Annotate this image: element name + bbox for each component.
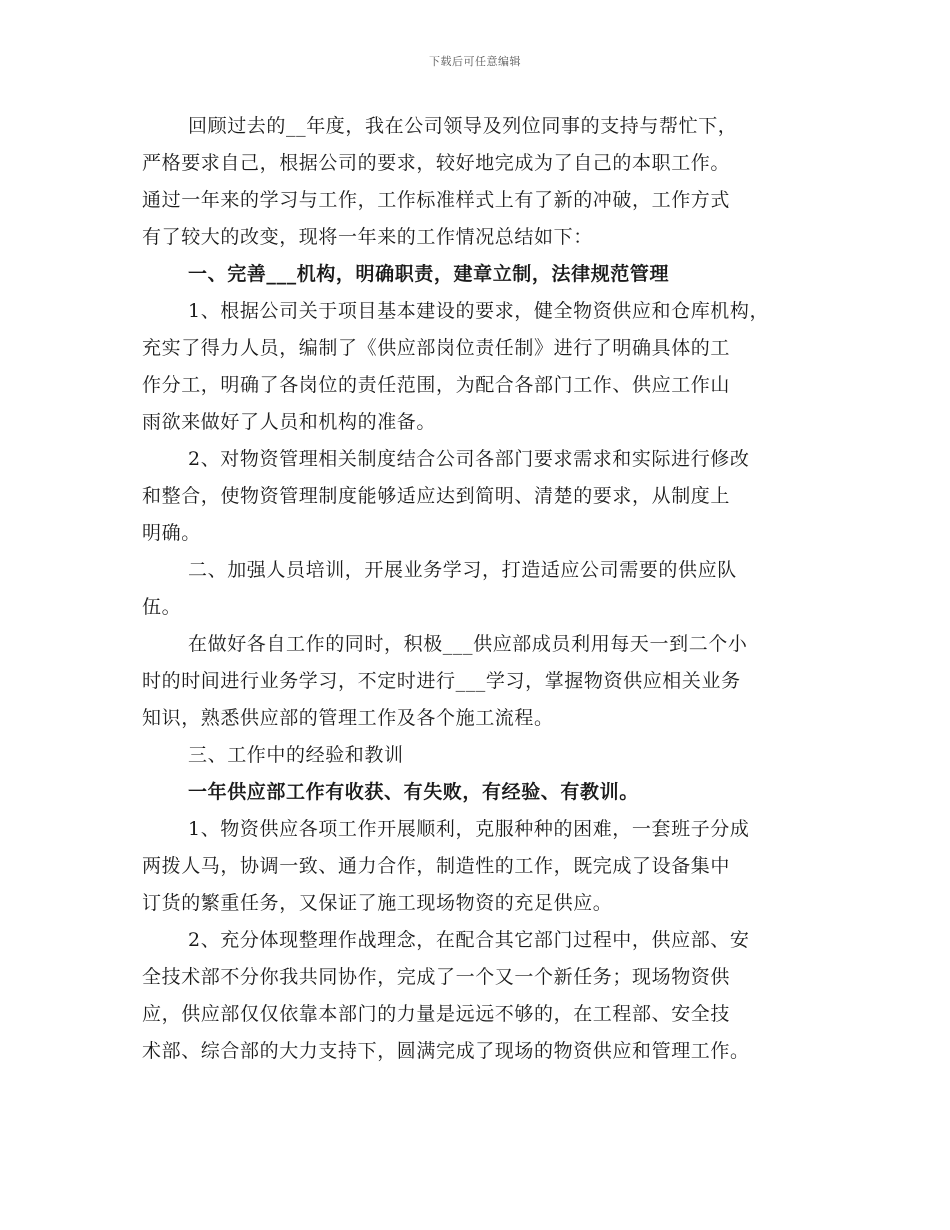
body-text-line: 二、加强人员培训，开展业务学习，打造适应公司需要的供应队 (188, 559, 737, 581)
body-text-line: 三、工作中的经验和教训 (188, 744, 404, 766)
body-text-line: 和整合，使物资管理制度能够适应达到简明、清楚的要求，从制度上 (142, 485, 731, 507)
page-header: 下载后可任意编辑 (429, 55, 521, 68)
body-text-line: 订货的繁重任务，又保证了施工现场物资的充足供应。 (142, 892, 613, 914)
body-text-line: 知识，熟悉供应部的管理工作及各个施工流程。 (142, 707, 554, 729)
body-text-line: 1、根据公司关于项目基本建设的要求，健全物资供应和仓库机构， (188, 300, 770, 322)
section-heading-line: 一年供应部工作有收获、有失败，有经验、有教训。 (188, 781, 639, 803)
section-heading-line: 一、完善___机构，明确职责，建章立制，法律规范管理 (188, 263, 670, 285)
body-text-line: 术部、综合部的大力支持下，圆满完成了现场的物资供应和管理工作。 (142, 1040, 750, 1062)
body-text-line: 明确。 (142, 522, 201, 544)
body-text-line: 作分工，明确了各岗位的责任范围，为配合各部门工作、供应工作山 (142, 374, 731, 396)
body-text-line: 全技术部不分你我共同协作，完成了一个又一个新任务；现场物资供 (142, 966, 731, 988)
body-text-line: 伍。 (142, 596, 182, 618)
body-text-line: 有了较大的改变，现将一年来的工作情况总结如下： (142, 226, 593, 248)
body-text-line: 2、对物资管理相关制度结合公司各部门要求需求和实际进行修改 (188, 448, 750, 470)
body-text-line: 充实了得力人员，编制了《供应部岗位责任制》进行了明确具体的工 (142, 337, 731, 359)
body-text-line: 两拨人马，协调一致、通力合作，制造性的工作，既完成了设备集中 (142, 855, 731, 877)
body-text-line: 通过一年来的学习与工作，工作标准样式上有了新的冲破，工作方式 (142, 189, 731, 211)
body-text-line: 在做好各自工作的同时，积极___供应部成员利用每天一到二个小 (188, 633, 748, 655)
document-body (142, 108, 822, 1070)
body-text-line: 1、物资供应各项工作开展顺利，克服种种的困难，一套班子分成 (188, 818, 750, 840)
body-text-line: 雨欲来做好了人员和机构的准备。 (142, 411, 437, 433)
body-text-line: 2、充分体现整理作战理念，在配合其它部门过程中，供应部、安 (188, 929, 750, 951)
body-text-line: 应，供应部仅仅依靠本部门的力量是远远不够的，在工程部、安全技 (142, 1003, 731, 1025)
body-text-line: 严格要求自己，根据公司的要求，较好地完成为了自己的本职工作。 (142, 152, 731, 174)
body-text-line: 回顾过去的__年度，我在公司领导及列位同事的支持与帮忙下， (188, 115, 738, 137)
body-text-line: 时的时间进行业务学习，不定时进行___学习，掌握物资供应相关业务 (142, 670, 741, 692)
